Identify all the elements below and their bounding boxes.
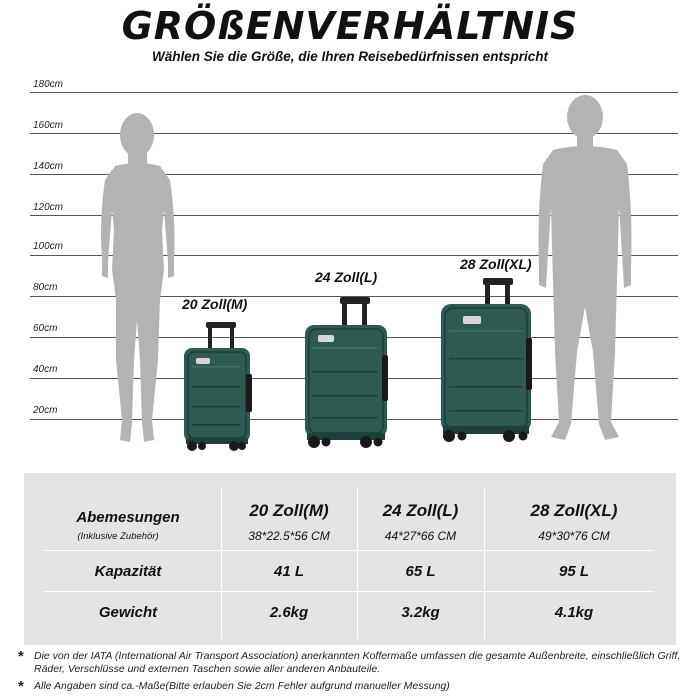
height-label-80: 80cm [33, 282, 58, 293]
row-header-dimensions-note: (Inklusive Zubehör) [77, 531, 159, 542]
height-label-140: 140cm [33, 161, 64, 172]
asterisk-icon: * [18, 678, 24, 695]
height-label-120: 120cm [33, 202, 64, 213]
footnote-measurements [18, 680, 698, 693]
column-header-28: 28 Zoll(XL) [530, 501, 618, 520]
specs-table [24, 473, 676, 645]
weight-28: 4.1kg [554, 604, 594, 621]
row-header-dimensions: Abemesungen [76, 509, 180, 526]
dimensions-20: 38*22.5*56 CM [248, 529, 330, 543]
asterisk-icon: * [18, 648, 24, 665]
weight-24: 3.2kg [401, 604, 440, 621]
capacity-24: 65 L [405, 563, 436, 580]
height-label-180: 180cm [33, 79, 64, 90]
height-label-160: 160cm [33, 120, 64, 131]
height-label-100: 100cm [33, 241, 64, 252]
footnotes [18, 650, 698, 693]
page-title: GRÖßENVERHÄLTNIS [121, 4, 579, 48]
suitcase-24-icon [300, 295, 392, 455]
column-header-24: 24 Zoll(L) [382, 501, 459, 520]
footnote-iata [18, 650, 698, 676]
footnote-measurements-text: Alle Angaben sind ca.-Maße(Bitte erlauben Sie 2cm Fehler aufgrund manueller Messung) [34, 680, 450, 692]
column-header-20: 20 Zoll(M) [249, 501, 329, 520]
size-label-24: 24 Zoll(L) [315, 269, 378, 285]
capacity-20: 41 L [273, 563, 304, 580]
woman-silhouette-icon [90, 110, 185, 455]
suitcase-20-icon [180, 320, 255, 455]
height-label-40: 40cm [33, 364, 58, 375]
page-subtitle: Wählen Sie die Größe, die Ihren Reisebedürfnissen entspricht [151, 49, 549, 64]
dimensions-28: 49*30*76 CM [538, 529, 610, 543]
height-label-20: 20cm [33, 405, 58, 416]
man-silhouette-icon [535, 92, 635, 452]
footnote-iata-text: Die von der IATA (International Air Transport Association) anerkannten Koffermaße umfassen die gesamte Außenbreite, einschließlich Griff, Räder, Verschlüsse und externen Taschen sowie aller anderen Anbauteile. [34, 650, 681, 675]
dimensions-24: 44*27*66 CM [384, 529, 457, 543]
row-separator [44, 550, 654, 551]
row-header-weight: Gewicht [98, 604, 158, 621]
row-header-capacity: Kapazität [94, 563, 162, 580]
weight-20: 2.6kg [269, 604, 309, 621]
size-label-28: 28 Zoll(XL) [460, 256, 532, 272]
suitcase-28-icon [437, 276, 537, 448]
capacity-28: 95 L [558, 563, 589, 580]
height-label-60: 60cm [33, 323, 58, 334]
size-label-20: 20 Zoll(M) [182, 296, 248, 312]
row-separator [44, 591, 654, 592]
